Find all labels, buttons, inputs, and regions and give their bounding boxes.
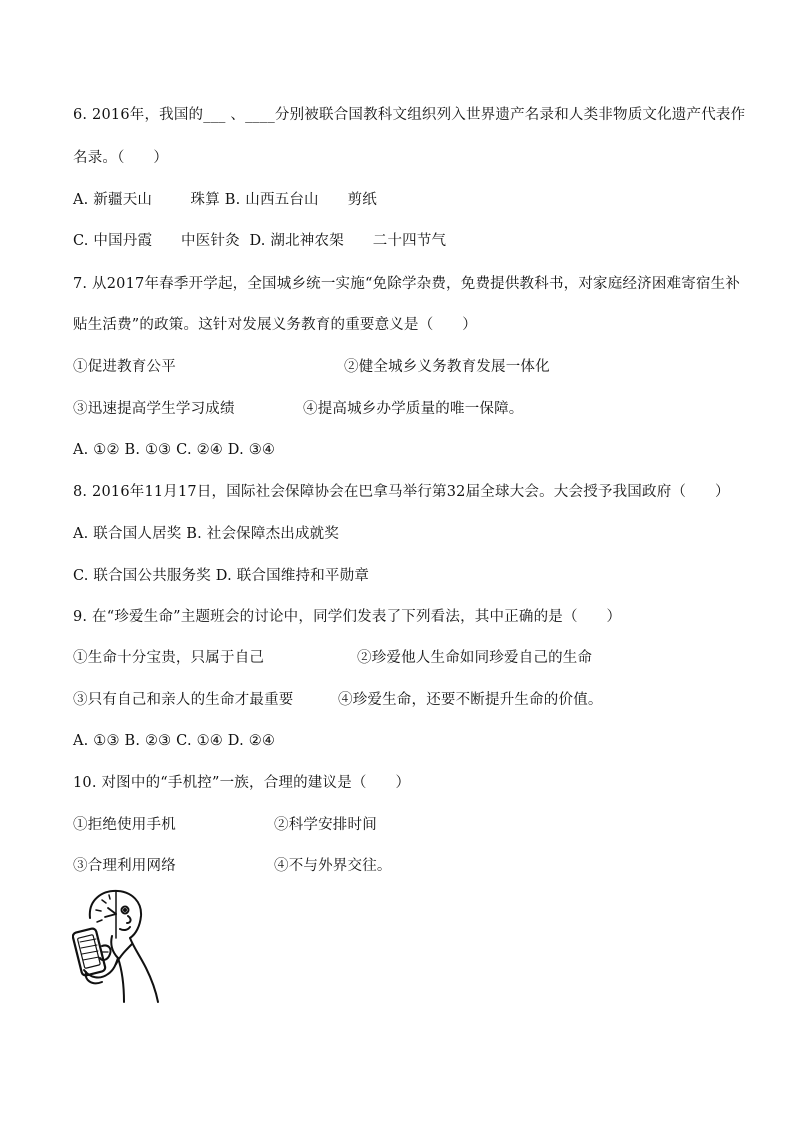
question-7-stem-line2: 贴生活费”的政策。这针对发展义务教育的重要意义是（ ） <box>73 317 477 333</box>
question-7-item-4: ④提高城乡办学质量的唯一保障。 <box>303 401 524 417</box>
question-9-item-1: ①生命十分宝贵，只属于自己 <box>73 650 265 666</box>
question-9-stem: 9. 在“珍爱生命”主题班会的讨论中，同学们发表了下列看法，其中正确的是（ ） <box>73 609 622 625</box>
question-10-stem: 10. 对图中的“手机控”一族，合理的建议是（ ） <box>73 775 411 791</box>
question-6-options-line2: C. 中国丹霞 中医针灸 D. 湖北神农架 二十四节气 <box>73 233 447 249</box>
question-7-item-3: ③迅速提高学生学习成绩 <box>73 401 235 417</box>
question-10-item-2: ②科学安排时间 <box>274 817 377 833</box>
question-9-item-3: ③只有自己和亲人的生命才最重要 <box>73 692 294 708</box>
question-6-options-line1: A. 新疆天山 珠算 B. 山西五台山 剪纸 <box>73 192 377 208</box>
question-6-stem-line2: 名录。（ ） <box>73 150 169 166</box>
question-7-stem-line1: 7. 从2017年春季开学起，全国城乡统一实施“免除学杂费，免费提供教科书，对家庭经济困难寄宿生补 <box>73 276 741 292</box>
question-10-item-3: ③合理利用网络 <box>73 858 176 874</box>
question-7-item-2: ②健全城乡义务教育发展一体化 <box>344 359 550 375</box>
question-9-options: A. ①③ B. ②③ C. ①④ D. ②④ <box>73 733 276 749</box>
question-8-options-line2: C. 联合国公共服务奖 D. 联合国维持和平勋章 <box>73 568 370 584</box>
question-10-item-1: ①拒绝使用手机 <box>73 817 176 833</box>
question-8-stem: 8. 2016年11月17日，国际社会保障协会在巴拿马举行第32届全球大会。大会授予我国政府（ ） <box>73 484 730 500</box>
question-10-item-4: ④不与外界交往。 <box>274 858 392 874</box>
phone-addict-icon <box>72 886 164 1004</box>
question-9-item-4: ④珍爱生命，还要不断提升生命的价值。 <box>338 692 603 708</box>
question-9-item-2: ②珍爱他人生命如同珍爱自己的生命 <box>357 650 593 666</box>
question-7-item-1: ①促进教育公平 <box>73 359 176 375</box>
question-6-stem-line1: 6. 2016年，我国的___ 、____分别被联合国教科文组织列入世界遗产名录和人类非物质文化遗产代表作 <box>73 107 746 123</box>
phone-addict-illustration <box>72 886 164 1004</box>
question-7-options: A. ①② B. ①③ C. ②④ D. ③④ <box>73 442 276 458</box>
question-8-options-line1: A. 联合国人居奖 B. 社会保障杰出成就奖 <box>73 526 340 542</box>
